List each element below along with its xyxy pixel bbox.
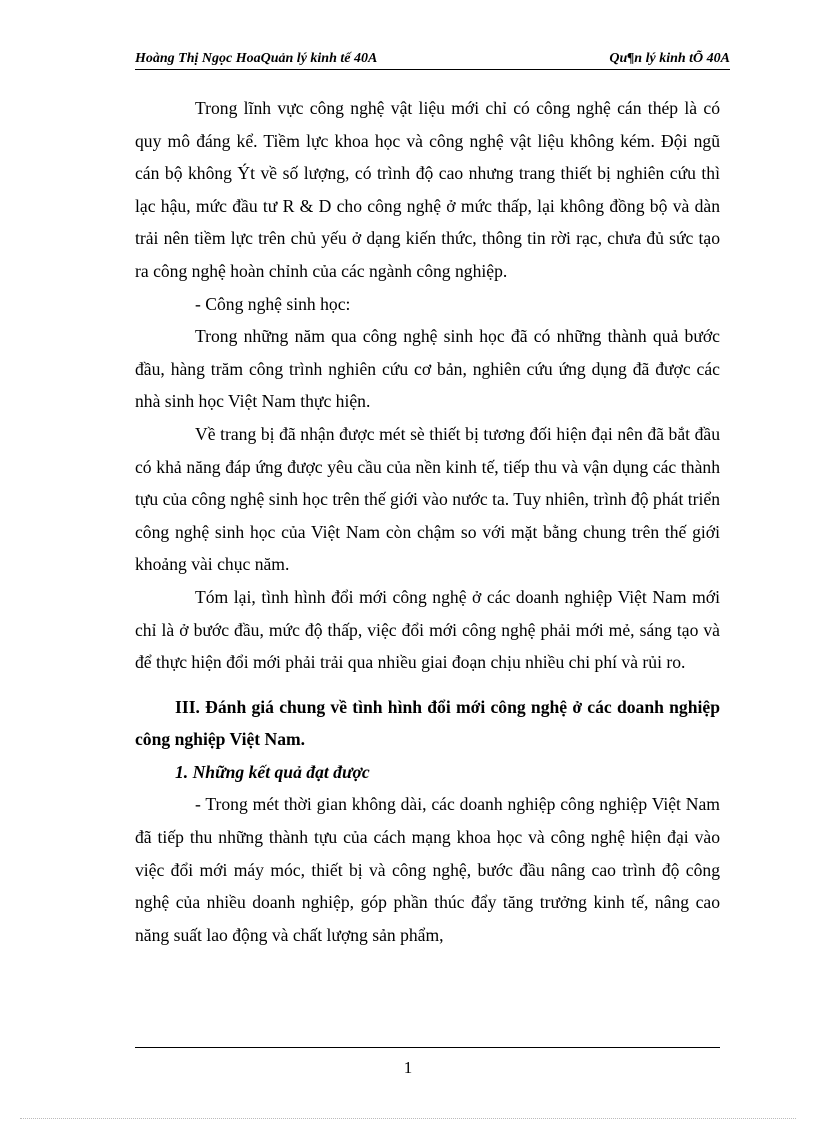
- paragraph-biotech-equipment: Về trang bị đã nhận được mét sè thiết bị tương đối hiện đại nên đã bắt đầu có khả năng đáp ứng được yêu cầu của nền kinh tế, tiếp thu và vận dụng các thành tựu của công nghệ sinh học trên thế giới vào nước ta. Tuy nhiên, trình độ phát triển công nghệ sinh học của Việt Nam còn chậm so với mặt bằng chung trên thế giới khoảng vài chục năm.: [135, 423, 720, 575]
- paragraph-biotech-results: Trong những năm qua công nghệ sinh học đã có những thành quả bước đầu, hàng trăm công trình nghiên cứu cơ bản, nghiên cứu ứng dụng đã được các nhà sinh học Việt Nam thực hiện.: [135, 326, 720, 412]
- page-header: [135, 49, 730, 70]
- paragraph-materials-tech: Trong lĩnh vực công nghệ vật liệu mới chỉ có công nghệ cán thép là có quy mô đáng kể. Tiềm lực khoa học và công nghệ vật liệu không kém. Đội ngũ cán bộ không Ýt về số lượng, có trình độ cao nhưng trang thiết bị nghiên cứu thì lạc hậu, mức đầu tư R & D cho công nghệ ở mức thấp, lại không đồng bộ và dàn trải nên tiềm lực trên chủ yếu ở dạng kiến thức, thông tin rời rạc, chưa đủ sức tạo ra công nghệ hoàn chỉnh của các ngành công nghiệp.: [135, 98, 720, 281]
- footer-divider: [135, 1047, 720, 1048]
- page-edge-divider: [20, 1118, 796, 1119]
- section-heading: III. Đánh giá chung về tình hình đổi mới công nghệ ở các doanh nghiệp công nghiệp Việt Nam.: [135, 696, 720, 750]
- page-number: 1: [403, 1058, 413, 1077]
- subsection-heading: 1. Những kết quả đạt được: [175, 761, 370, 782]
- list-item-biotech: - Công nghệ sinh học:: [195, 293, 351, 314]
- header-left-text: Hoàng Thị Ngọc HoaQuản lý kinh tế 40A: [135, 51, 378, 66]
- document-body: [135, 92, 720, 951]
- paragraph-results: - Trong mét thời gian không dài, các doanh nghiệp công nghiệp Việt Nam đã tiếp thu những thành tựu của cách mạng khoa học và công nghệ hiện đại vào việc đổi mới máy móc, thiết bị và công nghệ, bước đầu nâng cao trình độ công nghệ của nhiều doanh nghiệp, góp phần thúc đẩy tăng trưởng kinh tế, nâng cao năng suất lao động và chất lượng sản phẩm,: [135, 794, 720, 945]
- paragraph-summary: Tóm lại, tình hình đổi mới công nghệ ở các doanh nghiệp Việt Nam mới chỉ là ở bước đầu, mức độ thấp, việc đổi mới công nghệ phải mới mẻ, sáng tạo và để thực hiện đổi mới phải trải qua nhiều giai đoạn chịu nhiều chi phí và rủi ro.: [135, 586, 720, 673]
- header-right-text: Qu¶n lý kinh tÕ 40A: [609, 51, 730, 66]
